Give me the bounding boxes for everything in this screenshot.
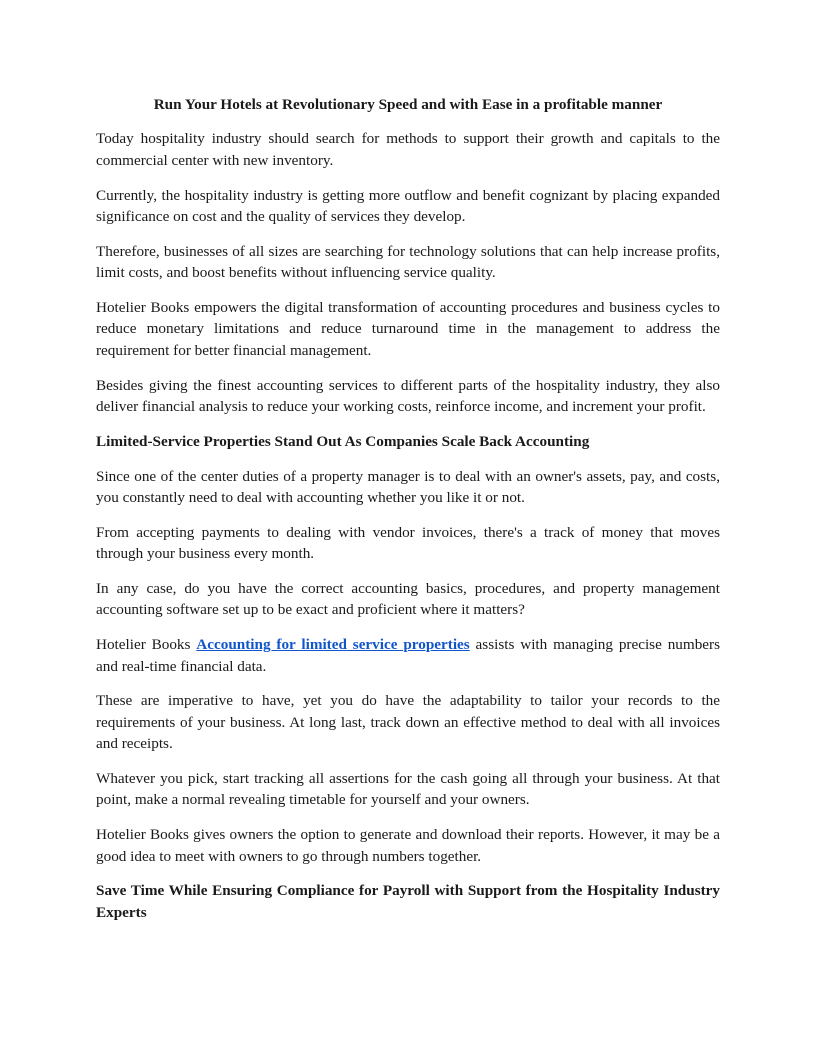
- paragraph-with-link: [96, 634, 720, 677]
- paragraph: Hotelier Books empowers the digital transformation of accounting procedures and business cycles to reduce monetary limitations and reduce turnaround time in the management to address the requirement for better financial management.: [96, 299, 720, 359]
- paragraph: Whatever you pick, start tracking all assertions for the cash going all through your business. At that point, make a normal revealing timetable for yourself and your owners.: [96, 770, 720, 809]
- paragraph: Today hospitality industry should search for methods to support their growth and capitals to the commercial center with new inventory.: [96, 130, 720, 169]
- paragraph: Hotelier Books gives owners the option to generate and download their reports. However, it may be a good idea to meet with owners to go through numbers together.: [96, 826, 720, 865]
- document-page: [96, 94, 720, 937]
- accounting-limited-service-link[interactable]: Accounting for limited service properties: [196, 636, 470, 654]
- link-paragraph-after: assists with managing precise numbers and real-time financial data.: [96, 636, 720, 675]
- section-heading-payroll: Save Time While Ensuring Compliance for Payroll with Support from the Hospitality Industry Experts: [96, 882, 720, 921]
- section-heading-limited-service: Limited-Service Properties Stand Out As Companies Scale Back Accounting: [96, 432, 590, 450]
- paragraph: Besides giving the finest accounting services to different parts of the hospitality industry, they also deliver financial analysis to reduce your working costs, reinforce income, and increment your profit.: [96, 376, 720, 416]
- document-title: Run Your Hotels at Revolutionary Speed and with Ease in a profitable manner: [153, 96, 663, 113]
- link-paragraph-before: Hotelier Books: [96, 636, 197, 654]
- paragraph: Currently, the hospitality industry is getting more outflow and benefit cognizant by placing expanded significance on cost and the quality of services they develop.: [96, 186, 720, 226]
- paragraph: Since one of the center duties of a property manager is to deal with an owner's assets, pay, and costs, you constantly need to deal with accounting whether you like it or not.: [96, 467, 720, 507]
- paragraph: From accepting payments to dealing with vendor invoices, there's a track of money that moves through your business every month.: [96, 523, 720, 563]
- paragraph: These are imperative to have, yet you do have the adaptability to tailor your records to the requirements of your business. At long last, track down an effective method to deal with all invoices and receipts.: [96, 692, 720, 753]
- paragraph: Therefore, businesses of all sizes are searching for technology solutions that can help increase profits, limit costs, and boost benefits without influencing service quality.: [96, 242, 720, 282]
- paragraph: In any case, do you have the correct accounting basics, procedures, and property management accounting software set up to be exact and proficient where it matters?: [96, 580, 720, 619]
